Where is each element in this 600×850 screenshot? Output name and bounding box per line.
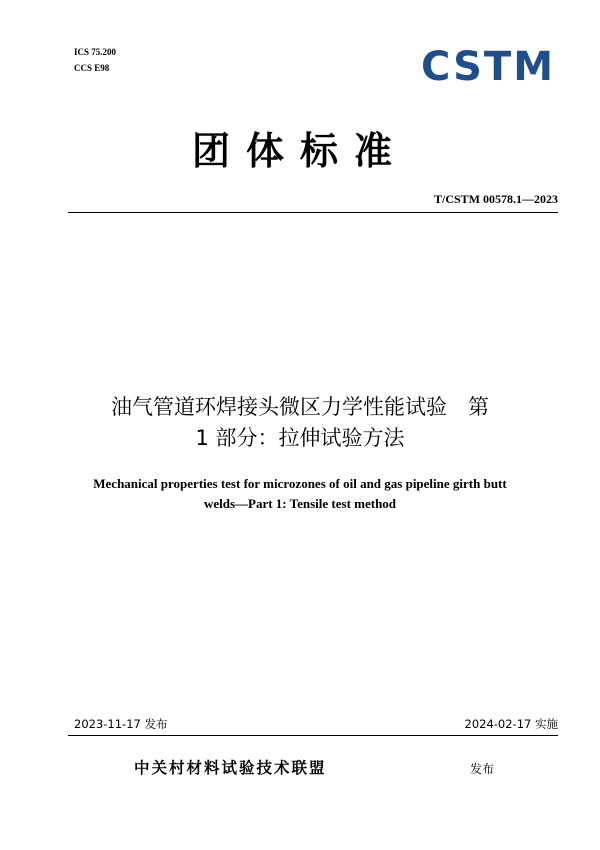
top-divider xyxy=(68,212,558,213)
chinese-title-line-1: 油气管道环焊接头微区力学性能试验 第 xyxy=(111,395,489,419)
classification-codes xyxy=(74,44,116,76)
english-title-line-2: welds—Part 1: Tensile test method xyxy=(203,496,397,511)
ccs-code: CCS E98 xyxy=(74,63,110,73)
english-title xyxy=(60,474,540,514)
english-title-line-1: Mechanical properties test for microzones of oil and gas pipeline girth butt xyxy=(93,476,507,491)
standard-type-title: 团体标准 xyxy=(191,129,408,173)
cstm-logo xyxy=(418,44,558,86)
bottom-divider xyxy=(68,735,558,736)
publish-label: 发布 xyxy=(470,762,495,776)
issue-date: 2023-11-17 发布 xyxy=(74,717,168,731)
publisher-name: 中关村材料试验技术联盟 xyxy=(134,759,327,777)
standard-number: T/CSTM 00578.1—2023 xyxy=(433,192,558,206)
chinese-title xyxy=(60,392,540,454)
ics-code: ICS 75.200 xyxy=(74,47,117,57)
implementation-date: 2024-02-17 实施 xyxy=(464,717,558,731)
chinese-title-line-2: 1 部分：拉伸试验方法 xyxy=(195,426,405,450)
svg-text:CSTM: CSTM xyxy=(421,44,555,86)
